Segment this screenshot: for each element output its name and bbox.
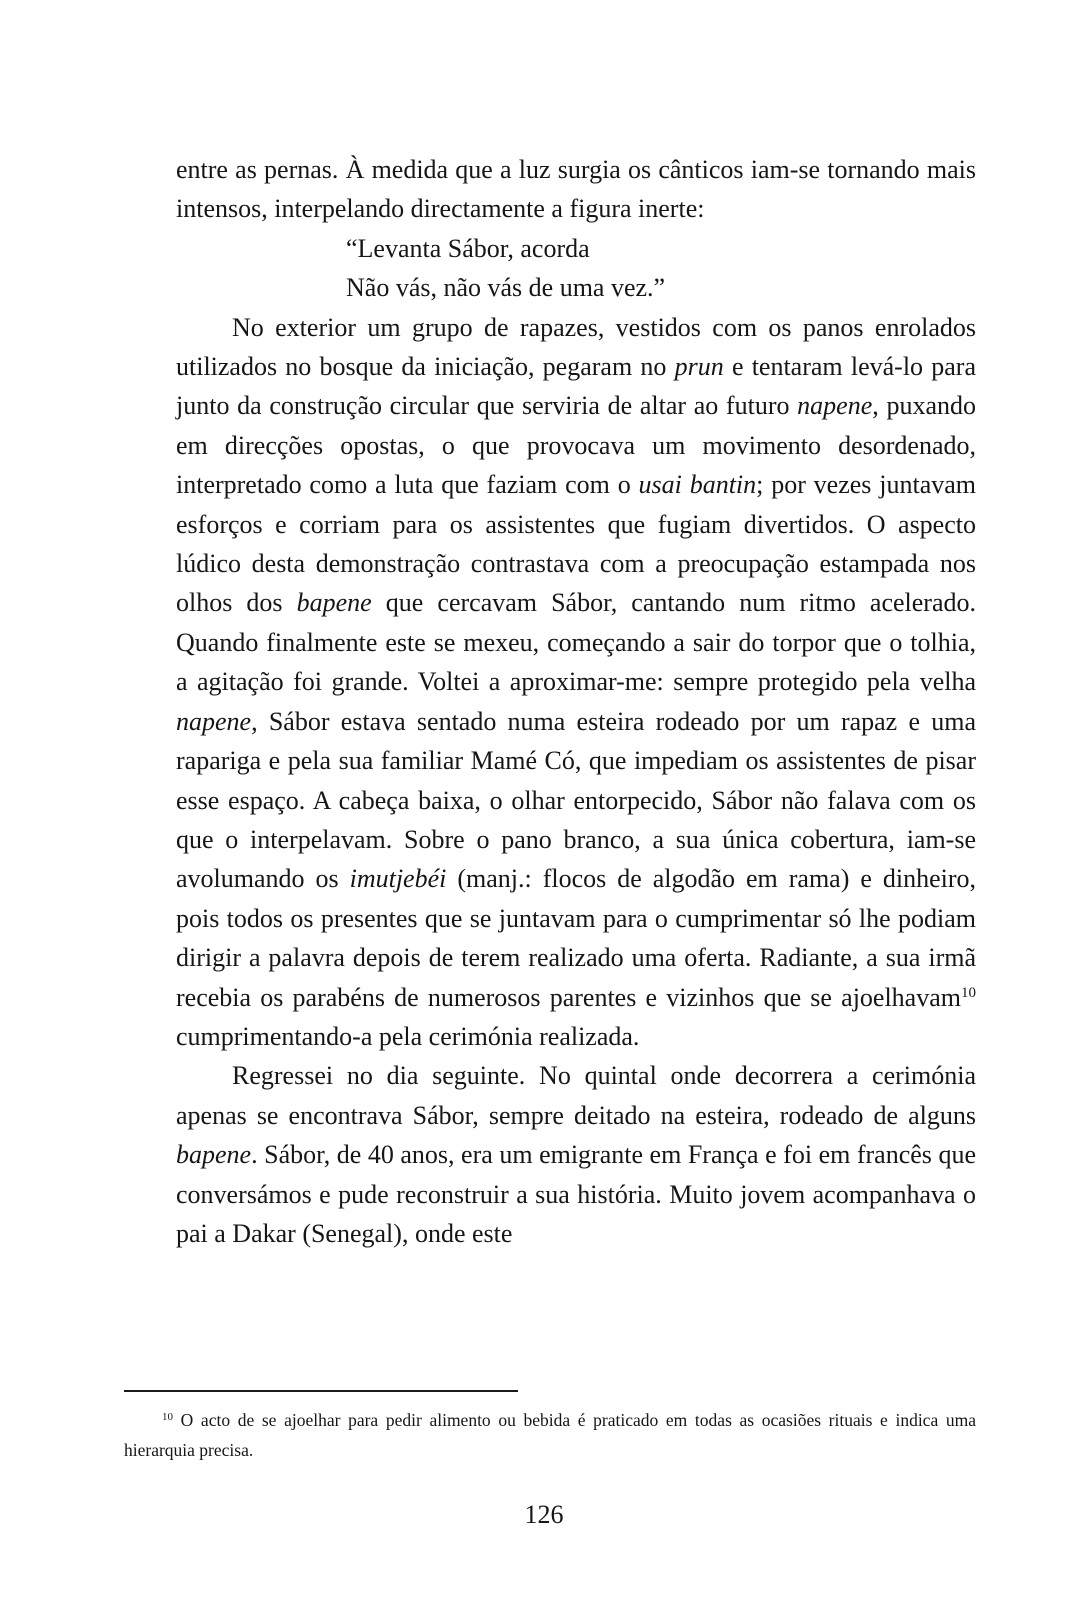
paragraph-2-text: que cercavam Sábor, cantando num ritmo acelerado. Quando finalmente este se mexeu, começando a sair do torpor que o tolhia, a agitação foi grande. Voltei a aproximar-me: sempre protegido pela velha <box>176 588 976 697</box>
song-verse <box>176 229 976 308</box>
term-napene: napene <box>176 706 252 736</box>
paragraph-2-text: , puxando em direcções opostas, o que provocava um movimento desordenado, interpretado como a luta que faziam com o <box>176 391 976 500</box>
footnote <box>124 1405 976 1465</box>
paragraph-3-text: . Sábor, de 40 anos, era um emigrante em França e foi em francês que conversámos e pude reconstruir a sua história. Muito jovem acompanhava o pai a Dakar (Senegal), onde este <box>176 1140 976 1248</box>
body-text <box>176 150 976 1253</box>
paragraph-3-text: Regressei no dia seguinte. No quintal onde decorrera a cerimónia apenas se encontrava Sábor, sempre deitado na esteira, rodeado de alguns <box>176 1061 976 1130</box>
footnote-text: O acto de se ajoelhar para pedir alimento ou bebida é praticado em todas as ocasiões rituais e indica uma hierarquia precisa. <box>124 1410 976 1460</box>
paragraph-2-text: (manj.: flocos de algodão em rama) e dinheiro, pois todos os presentes que se juntavam para o cumprimentar só lhe podiam dirigir a palavra depois de terem realizado uma oferta. Radiante, a sua irmã recebia os parabéns de numerosos parentes e vizinhos que se ajoelhavam <box>176 864 976 1012</box>
verse-line-1: “Levanta Sábor, acorda <box>346 233 590 263</box>
paragraph-2-text: ; por vezes juntavam esforços e corriam para os assistentes que fugiam divertidos. O aspecto lúdico desta demonstração contrastava com a preocupação estampada nos olhos dos <box>176 470 976 618</box>
paragraph-2-text: , Sábor estava sentado numa esteira rodeado por um rapaz e uma rapariga e pela sua familiar Mamé Có, que impediam os assistentes de pisar esse espaço. A cabeça baixa, o olhar entorpecido, Sábor não falava com os que o interpelavam. Sobre o pano branco, a sua única cobertura, iam-se avolumando os <box>176 706 976 894</box>
verse-line-2: Não vás, não vás de uma vez.” <box>346 273 666 303</box>
term-bapene: bapene <box>296 588 372 618</box>
term-imutjebei: imutjebéi <box>349 864 447 894</box>
paragraph-2-text: cumprimentando-a pela cerimónia realizada. <box>176 1021 640 1051</box>
paragraph-3 <box>176 1056 976 1253</box>
term-usai-bantin: usai bantin <box>638 470 757 500</box>
term-napene: napene <box>797 391 873 421</box>
paragraph-2-text: e tentaram levá-lo para junto da construção circular que serviria de altar ao futuro <box>176 352 976 421</box>
footnote-number: 10 <box>162 1411 173 1423</box>
term-prun: prun <box>674 352 724 382</box>
term-bapene: bapene <box>176 1140 252 1170</box>
footnote-divider <box>124 1390 518 1392</box>
paragraph-2-text: No exterior um grupo de rapazes, vestidos com os panos enrolados utilizados no bosque da iniciação, pegaram no <box>176 312 976 382</box>
page-number: 126 <box>524 1500 564 1529</box>
paragraph-2 <box>176 308 976 1057</box>
paragraph-1: entre as pernas. À medida que a luz surgia os cânticos iam-se tornando mais intensos, interpelando directamente a figura inerte: <box>176 155 976 224</box>
footnote-reference[interactable]: 10 <box>961 984 976 1001</box>
